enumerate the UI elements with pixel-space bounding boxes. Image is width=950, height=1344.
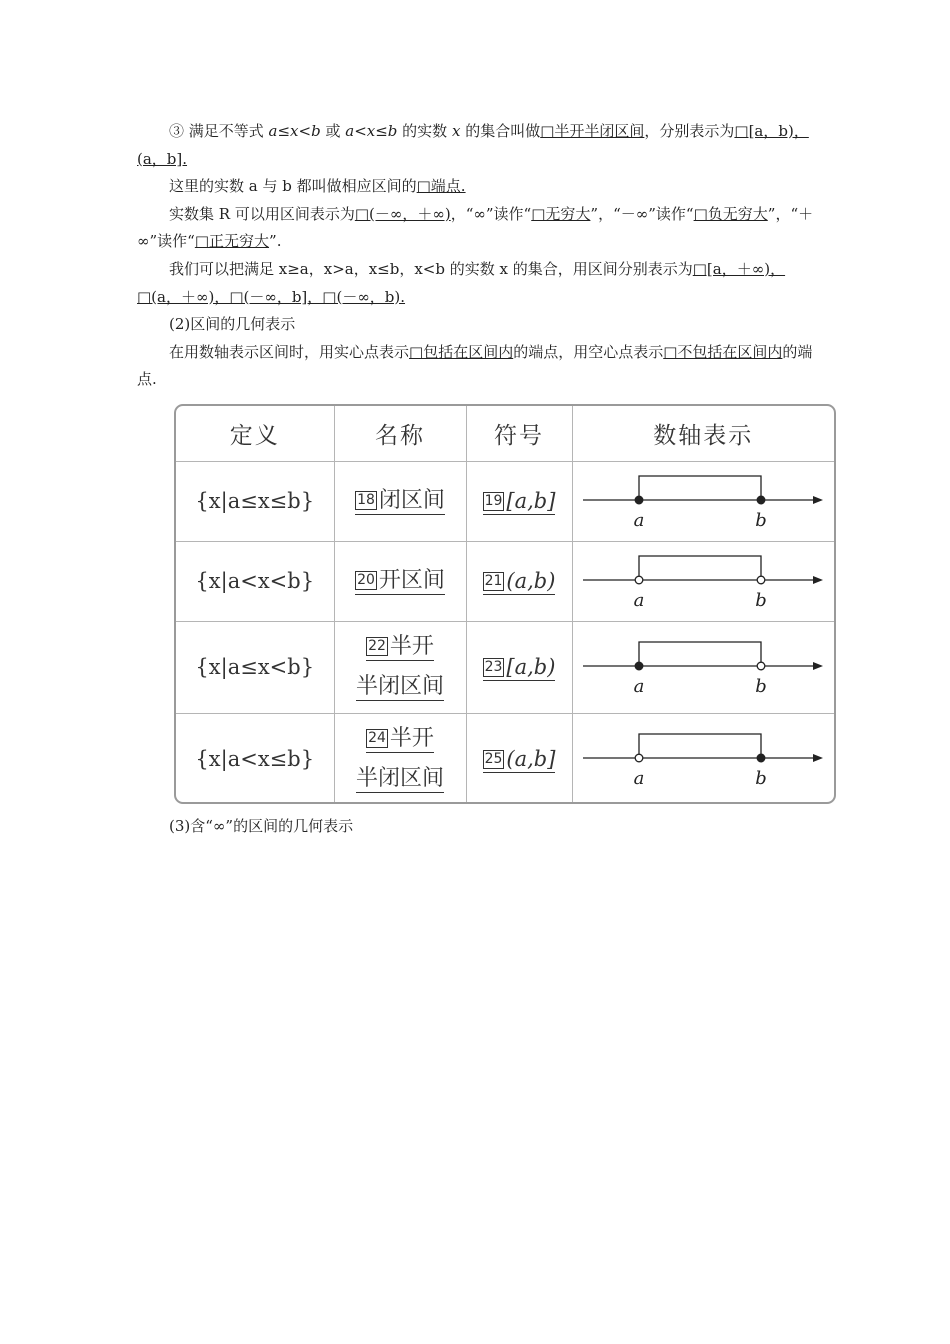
left-endpoint-label: a [633, 676, 644, 697]
name-text: 开区间 [378, 568, 445, 593]
name-line-2 [335, 667, 466, 707]
table-row [176, 541, 834, 621]
paragraph-endpoints [137, 173, 815, 201]
blank-number: 23 [484, 659, 503, 675]
blank-number: 24 [368, 730, 386, 747]
symbol-answer [483, 747, 556, 773]
name-text: 闭区间 [378, 488, 445, 513]
blank-number: 25 [484, 751, 503, 768]
number-line [573, 722, 835, 792]
definition-cell: {x|a≤x<b} [176, 621, 334, 713]
symbol-cell [466, 713, 572, 804]
blank-answer: □负无穷大 [693, 204, 768, 223]
right-endpoint-dot [757, 576, 765, 584]
blank-number: 19 [484, 493, 503, 509]
table-row [176, 621, 834, 713]
interval-bracket [639, 556, 761, 580]
symbol-cell [466, 541, 572, 621]
number-line-cell [572, 541, 834, 621]
symbol-answer [483, 489, 556, 515]
blank-number: 20 [357, 572, 375, 588]
table-header-row [176, 406, 834, 461]
blank-answer: □不包括在区间内 [663, 342, 783, 361]
text: 的实数 [397, 122, 452, 140]
definition-cell: {x|a<x<b} [176, 541, 334, 621]
text: 实数集 R 可以用区间表示为 [169, 204, 355, 223]
name-answer [355, 568, 445, 595]
axis-arrow [813, 496, 823, 504]
section-heading-infinity: (3)含“∞”的区间的几何表示 [169, 817, 354, 835]
name-line-1 [335, 719, 466, 759]
blank-answer: □[a，＋∞)，□(a，＋∞)，□(－∞，b]，□(－∞，b). [137, 259, 786, 306]
left-endpoint-dot [635, 662, 643, 670]
blank-answer: □无穷大 [531, 204, 591, 223]
name-cell [334, 461, 466, 541]
left-endpoint-dot [635, 576, 643, 584]
right-endpoint-label: b [754, 590, 767, 611]
left-endpoint-label: a [633, 768, 644, 790]
interval-bracket [639, 476, 761, 500]
symbol-text: (a,b] [506, 747, 556, 772]
blank-answer: □正无穷大 [194, 232, 270, 251]
number-line [573, 464, 835, 534]
axis-arrow [813, 576, 823, 584]
blank-answer: □包括在区间内 [409, 342, 514, 361]
paragraph-rays [137, 256, 815, 311]
name-cell [334, 713, 466, 804]
text: ”. [269, 232, 282, 251]
interval-table [174, 404, 836, 804]
header-definition: 定义 [176, 406, 334, 461]
inequality: a<x≤b [345, 122, 398, 140]
name-answer [366, 634, 434, 661]
text: ，分别表示为 [644, 122, 735, 140]
section-heading-geometric: (2)区间的几何表示 [169, 315, 296, 334]
blank-answer: □半开半闭区间 [540, 122, 645, 140]
text: ”，“－∞”读作“ [590, 204, 694, 223]
inequality: a≤x<b [268, 122, 321, 140]
name-answer [366, 726, 434, 753]
header-symbol: 符号 [466, 406, 572, 461]
left-endpoint-dot [635, 754, 643, 762]
text-section-top [137, 118, 815, 394]
blank-answer: □端点. [416, 177, 466, 196]
text: 或 [320, 122, 346, 140]
text: 的端点. [137, 342, 813, 389]
interval-bracket [639, 642, 761, 666]
symbol-cell [466, 461, 572, 541]
blank-answer: □(－∞，＋∞) [354, 204, 451, 223]
right-endpoint-label: b [754, 768, 767, 790]
symbol-cell [466, 621, 572, 713]
left-endpoint-label: a [633, 590, 644, 611]
number-line-cell [572, 461, 834, 541]
blank-answer: □[a，b)，(a，b]. [137, 122, 809, 168]
name-line-1 [335, 627, 466, 667]
paragraph-dots [137, 339, 815, 394]
symbol-answer [483, 569, 556, 595]
left-endpoint-dot [635, 496, 643, 504]
right-endpoint-dot [757, 662, 765, 670]
number-line [573, 544, 835, 614]
right-endpoint-label: b [754, 676, 767, 697]
text: ”，“＋∞”读作“ [137, 204, 814, 251]
number-line-cell [572, 621, 834, 713]
variable: x [451, 122, 461, 140]
paragraph-half-open [137, 118, 815, 173]
header-number-line: 数轴表示 [572, 406, 834, 461]
text: 的集合叫做 [460, 122, 541, 140]
name-text: 半开 [389, 634, 434, 659]
right-endpoint-dot [757, 496, 765, 504]
symbol-text: [a,b] [506, 489, 556, 513]
symbol-answer [483, 655, 556, 681]
text: 这里的实数 a 与 b 都叫做相应区间的 [169, 177, 417, 196]
symbol-text: [a,b) [506, 655, 556, 679]
symbol-text: (a,b) [506, 569, 556, 593]
text: 在用数轴表示区间时，用实心点表示 [169, 342, 410, 361]
table-row [176, 713, 834, 804]
text-section-bottom [137, 813, 815, 841]
interval-bracket [639, 734, 761, 758]
number-line [573, 630, 835, 700]
number-line-cell [572, 713, 834, 804]
blank-number: 21 [484, 573, 503, 589]
axis-arrow [813, 662, 823, 670]
text: ③ 满足不等式 [169, 122, 269, 140]
name-text: 半闭区间 [355, 674, 444, 699]
left-endpoint-label: a [633, 510, 644, 531]
header-name: 名称 [334, 406, 466, 461]
blank-number: 18 [357, 492, 375, 508]
name-text: 半闭区间 [355, 766, 444, 792]
blank-number: 22 [368, 638, 386, 654]
right-endpoint-label: b [754, 510, 767, 531]
name-line-2 [335, 759, 466, 799]
paragraph-infinity [137, 201, 815, 256]
definition-cell: {x|a≤x≤b} [176, 461, 334, 541]
name-answer [355, 488, 445, 515]
text: 我们可以把满足 x≥a，x>a，x≤b，x<b 的实数 x 的集合，用区间分别表示为 [169, 259, 693, 278]
text: ，“∞”读作“ [450, 204, 532, 223]
table-row [176, 461, 834, 541]
definition-cell: {x|a<x≤b} [176, 713, 334, 804]
axis-arrow [813, 754, 823, 762]
name-text: 半开 [389, 726, 434, 752]
name-cell [334, 541, 466, 621]
name-cell [334, 621, 466, 713]
text: 的端点，用空心点表示 [513, 342, 664, 361]
right-endpoint-dot [757, 754, 765, 762]
